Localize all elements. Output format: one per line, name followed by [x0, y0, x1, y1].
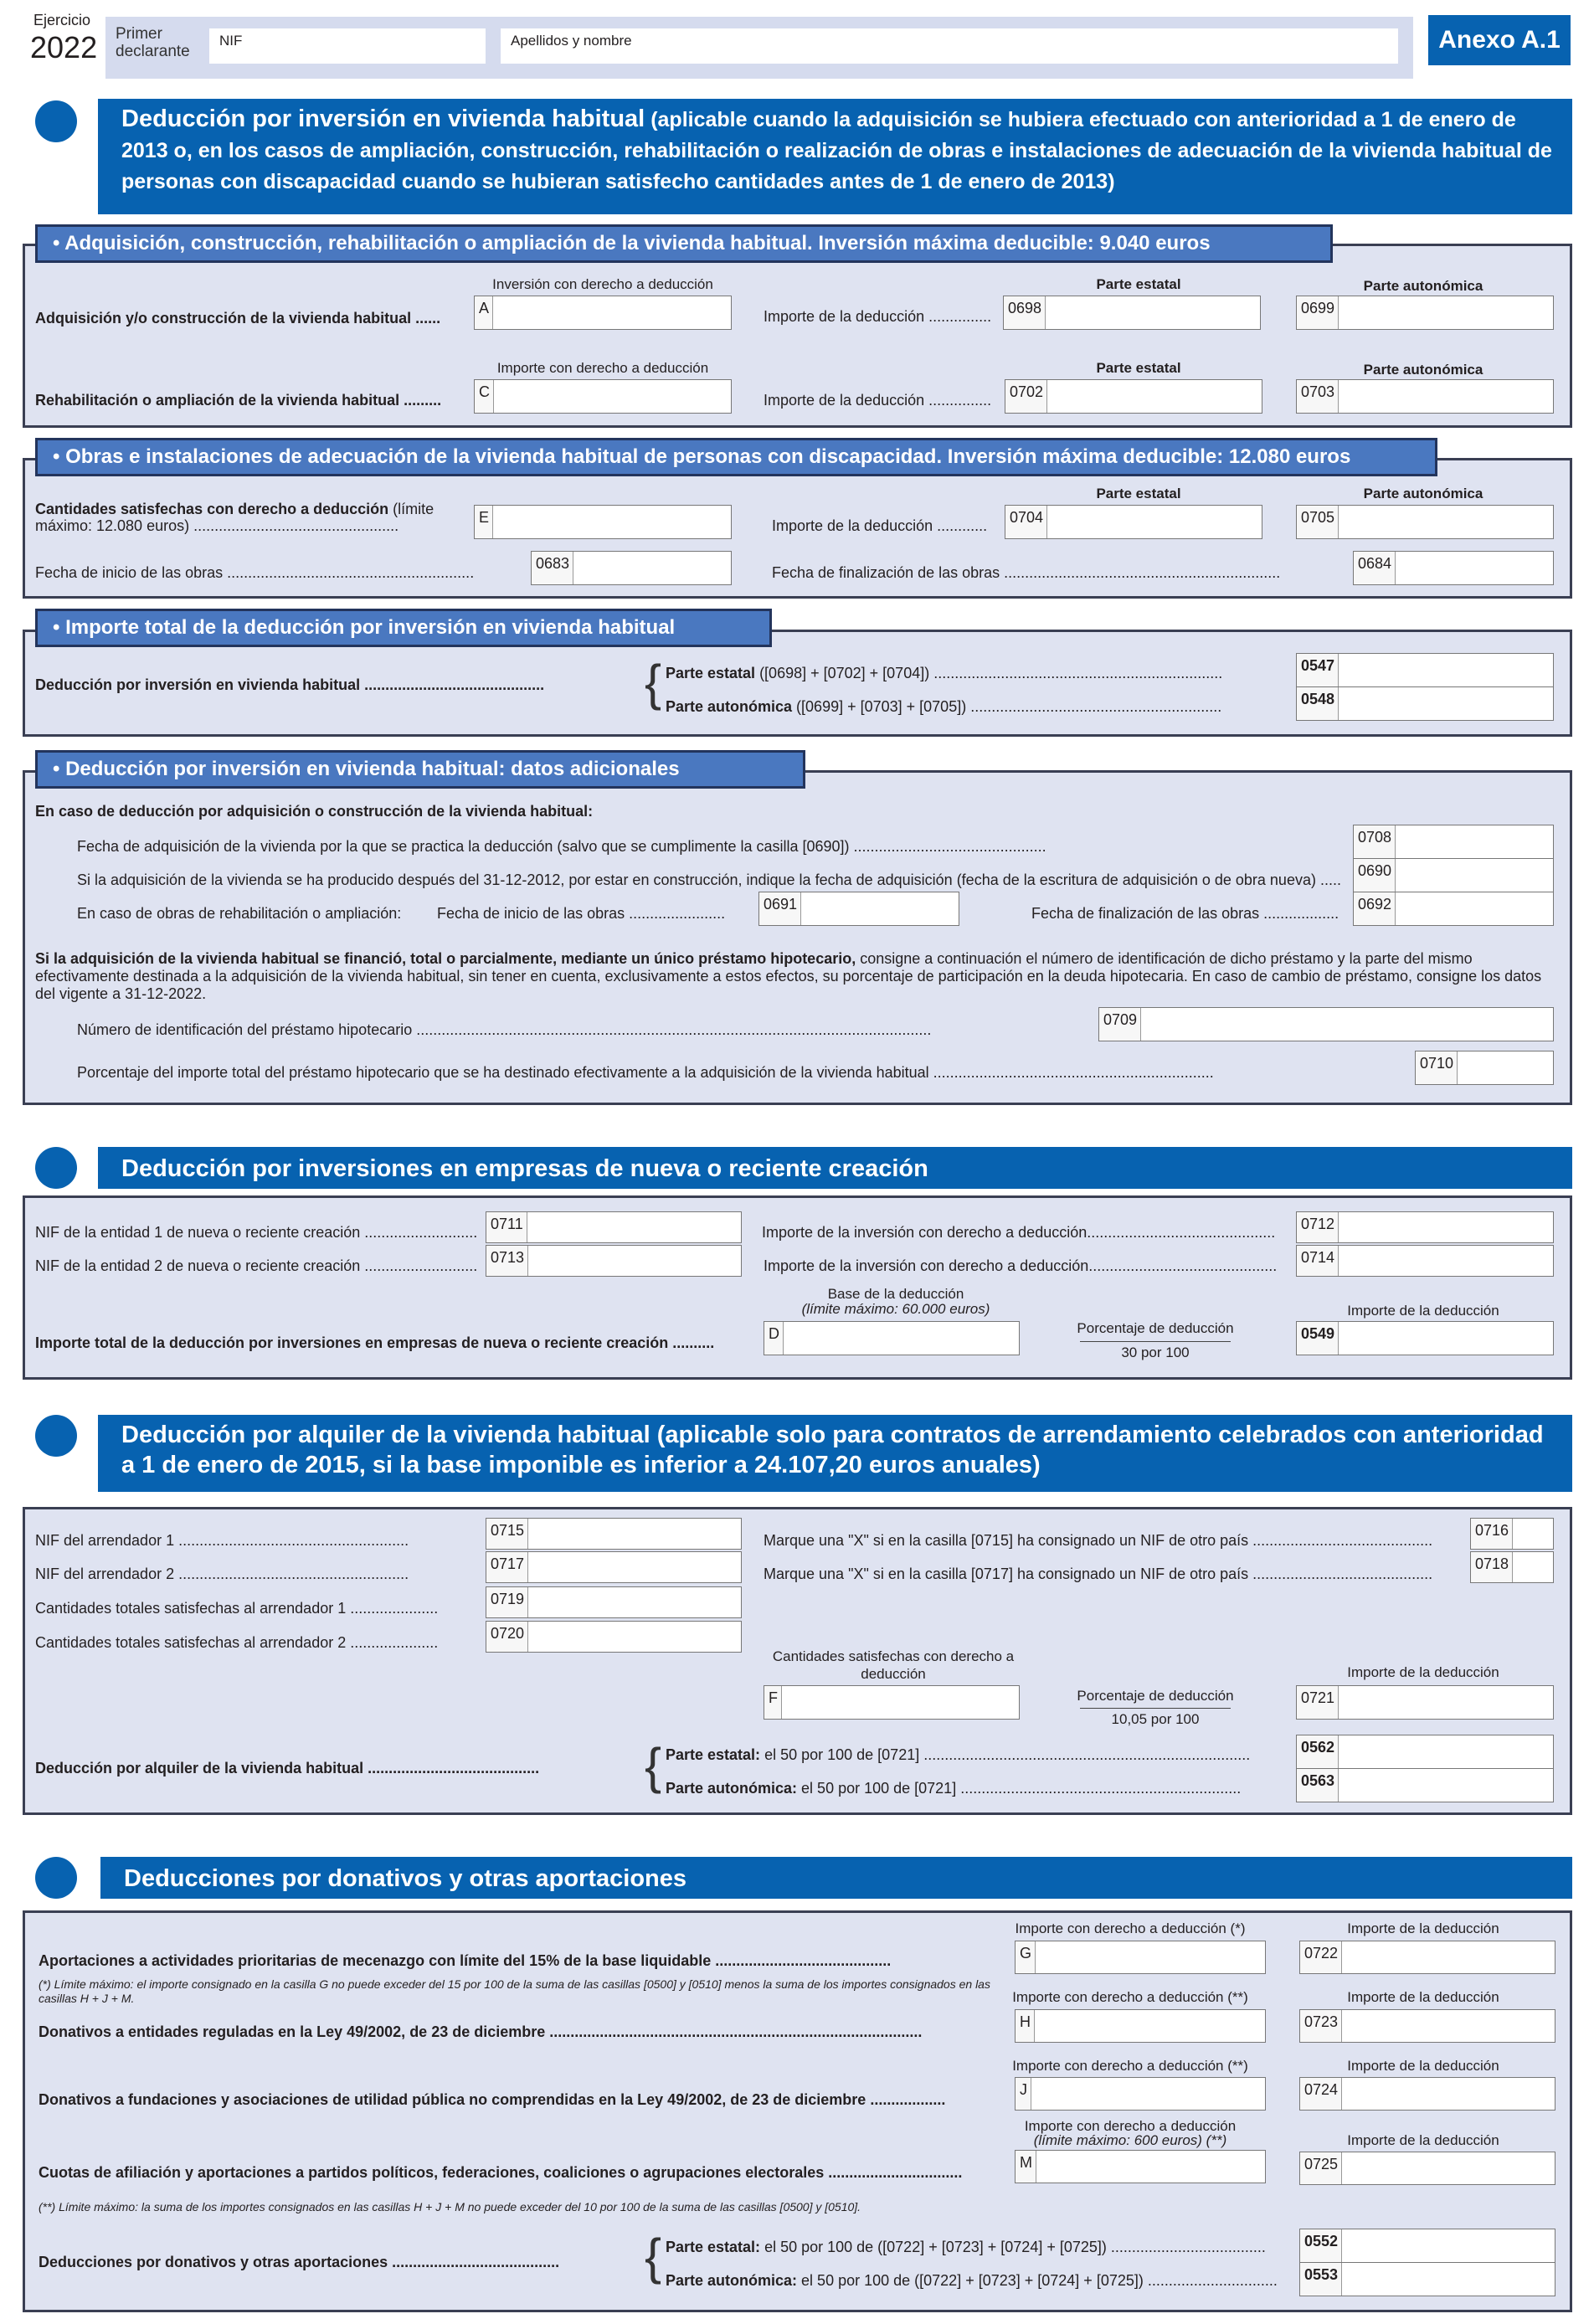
base-limit-label: (límite máximo: 60.000 euros) — [801, 1301, 990, 1317]
imp-inv-label-1: Importe de la inversión con derecho a deducción............................................. — [762, 1224, 1276, 1241]
pe-alq: Parte estatal: el 50 por 100 de [0721] .............................................................................. — [666, 1746, 1251, 1763]
imp-ded-g-label: Importe de la deducción — [1347, 1920, 1499, 1936]
col-label-estatal: Parte estatal — [1096, 276, 1181, 292]
box-0722[interactable]: 0722 — [1299, 1941, 1555, 1974]
total-empresas-label: Importe total de la deducción por inversiones en empresas de nueva o reciente creación .......... — [35, 1334, 715, 1351]
section-bullet-4 — [35, 1857, 77, 1899]
box-0699[interactable]: 0699 — [1296, 296, 1554, 330]
box-E[interactable]: E — [474, 505, 732, 539]
marque2-label: Marque una "X" si en la casilla [0717] ha consignado un NIF de otro país ........................................... — [764, 1566, 1433, 1582]
porcentaje-divider-2 — [1080, 1708, 1231, 1709]
section-title: Deducción por inversión en vivienda habitual — [121, 105, 645, 132]
box-0683[interactable]: 0683 — [531, 551, 732, 585]
row-g-label: Aportaciones a actividades prioritarias de mecenazgo con límite del 15% de la base liquidable .......................................... — [39, 1952, 892, 1969]
importe-label-3: Importe de la deducción ............ — [772, 517, 988, 534]
fecha-inicio-label: Fecha de inicio de las obras ........................................................... — [35, 564, 475, 581]
imp-h-label: Importe con derecho a deducción (**) — [1012, 1989, 1248, 2005]
box-0549[interactable]: 0549 — [1296, 1321, 1554, 1355]
box-0720[interactable]: 0720 — [486, 1621, 742, 1653]
box-0713[interactable]: 0713 — [486, 1245, 742, 1277]
declarante-label: Primer declarante — [116, 25, 190, 60]
section-title-rest: (aplicable cuando la adquisición se hubiera efectuado con anterioridad a 1 de enero de 2013 o, en los casos de ampliación, construcción, rehabilitación o realización de obras e instalaciones de adecuación de la vivienda habitual de personas con discapacidad cuando se hubieran satisfecho cantidades antes de 1 de enero de 2013) — [121, 108, 1552, 193]
box-0724[interactable]: 0724 — [1299, 2077, 1555, 2111]
porcentaje-value: 30 por 100 — [1121, 1345, 1190, 1360]
subsection-datos-adicionales — [23, 770, 1572, 1105]
section-bullet — [35, 100, 77, 142]
parte-autonomica-formula: Parte autonómica ([0699] + [0703] + [0705]) ............................................................ — [666, 698, 1222, 715]
note-m: (**) Límite máximo: la suma de los importes consignados en las casillas H + J + M no puede exceder del 10 por 100 de la suma de las casillas [0500] y [0510]. — [39, 2200, 861, 2213]
imp-ded-h-label: Importe de la deducción — [1347, 1989, 1499, 2005]
pa-don: Parte autonómica: el 50 por 100 de ([0722] + [0723] + [0724] + [0725]) ............................... — [666, 2272, 1278, 2289]
box-0705[interactable]: 0705 — [1296, 505, 1554, 539]
col-label-estatal-3: Parte estatal — [1096, 486, 1181, 501]
box-H[interactable]: H — [1015, 2009, 1266, 2043]
porcentaje-value-2: 10,05 por 100 — [1111, 1711, 1200, 1727]
section-header-donativos: Deducciones por donativos y otras aportaciones — [100, 1857, 1572, 1899]
num-prestamo-label: Número de identificación del préstamo hipotecario ........................................................................................................................... — [77, 1021, 932, 1038]
box-0692[interactable]: 0692 — [1353, 892, 1554, 926]
col-label-estatal-2: Parte estatal — [1096, 360, 1181, 376]
ded-don-label: Deducciones por donativos y otras aportaciones ........................................ — [39, 2254, 560, 2270]
porcentaje-label-3: Porcentaje de deducción — [1077, 1688, 1234, 1704]
imp-m-label-1: Importe con derecho a deducción — [1024, 2118, 1237, 2134]
importe-ded-label-2: Importe de la deducción — [1347, 1664, 1499, 1680]
importe-label-2: Importe de la deducción ............... — [764, 392, 992, 409]
box-0723[interactable]: 0723 — [1299, 2009, 1555, 2043]
cant-ded-label: Cantidades satisfechas con derecho a deducción — [772, 1648, 1015, 1682]
imp-ded-m-label: Importe de la deducción — [1347, 2132, 1499, 2148]
obras-reh-label: En caso de obras de rehabilitación o ampliación: — [77, 905, 402, 922]
imp-ded-j-label: Importe de la deducción — [1347, 2058, 1499, 2074]
fecha-fin-label: Fecha de finalización de las obras .................................................................. — [772, 564, 1281, 581]
box-0563[interactable]: 0563 — [1296, 1768, 1554, 1802]
box-0708[interactable]: 0708 — [1353, 825, 1554, 859]
section-header-vivienda — [98, 99, 1572, 214]
box-D[interactable]: D — [764, 1321, 1020, 1355]
subsection-title-3: • Importe total de la deducción por inversión en vivienda habitual — [35, 609, 772, 647]
box-0690[interactable]: 0690 — [1353, 858, 1554, 892]
imp-j-label: Importe con derecho a deducción (**) — [1012, 2058, 1248, 2074]
col-label-autonomica: Parte autonómica — [1363, 278, 1483, 294]
box-0716[interactable]: 0716 — [1470, 1518, 1554, 1550]
box-G[interactable]: G — [1015, 1941, 1266, 1974]
porcentaje-label: Porcentaje del importe total del préstamo hipotecario que se ha destinado efectivamente a la adquisición de la vivienda habitual ................................................................... — [77, 1064, 1214, 1081]
fecha-adq-label: Fecha de adquisición de la vivienda por la que se practica la deducción (salvo que se cumplimente la casilla [0690]) .............................................. — [77, 838, 1046, 855]
box-0714[interactable]: 0714 — [1296, 1245, 1554, 1277]
box-C[interactable]: C — [474, 379, 732, 414]
row-j-label: Donativos a fundaciones y asociaciones de utilidad pública no comprendidas en la Ley 49/2002, de 23 de diciembre .................. — [39, 2091, 946, 2108]
row-label-rehabilitacion: Rehabilitación o ampliación de la vivienda habitual ......... — [35, 392, 442, 409]
section-header-empresas: Deducción por inversiones en empresas de nueva o reciente creación — [98, 1147, 1572, 1189]
box-0548[interactable]: 0548 — [1296, 686, 1554, 721]
nombre-label: Apellidos y nombre — [511, 33, 632, 49]
col-label-importe: Importe con derecho a deducción — [496, 360, 709, 376]
pa-alq: Parte autonómica: el 50 por 100 de [0721] ................................................................... — [666, 1780, 1242, 1797]
box-0562[interactable]: 0562 — [1296, 1735, 1554, 1769]
nif-entidad-2-label: NIF de la entidad 2 de nueva o reciente creación ........................... — [35, 1257, 478, 1274]
box-0703[interactable]: 0703 — [1296, 379, 1554, 414]
row-h-label: Donativos a entidades reguladas en la Ley 49/2002, de 23 de diciembre ......................................................................................... — [39, 2023, 923, 2040]
box-0709[interactable]: 0709 — [1098, 1007, 1554, 1041]
col-label-inversion: Inversión con derecho a deducción — [492, 276, 713, 292]
imp-inv-label-2: Importe de la inversión con derecho a deducción............................................. — [764, 1257, 1278, 1274]
note-g: (*) Límite máximo: el importe consignado en la casilla G no puede exceder del 15 por 100 de la suma de las casillas [0500] y [0510] menos la suma de los importes consignados en las casillas H + J + M. — [39, 1977, 990, 2005]
nif-field[interactable] — [209, 28, 486, 64]
box-M[interactable]: M — [1015, 2150, 1266, 2183]
anexo-badge: Anexo A.1 — [1428, 15, 1571, 65]
si-adq-label: Si la adquisición de la vivienda se ha producido después del 31-12-2012, por estar en construcción, indique la fecha de adquisición (fecha de la escritura de adquisición o de obra nueva) ..... — [77, 872, 1341, 888]
box-0547[interactable]: 0547 — [1296, 653, 1554, 687]
nif-label: NIF — [219, 33, 243, 49]
box-0552[interactable]: 0552 — [1299, 2229, 1555, 2263]
section-bullet-2 — [35, 1147, 77, 1189]
box-0691[interactable]: 0691 — [758, 892, 959, 926]
box-0704[interactable]: 0704 — [1005, 505, 1262, 539]
box-0698[interactable]: 0698 — [1003, 296, 1261, 330]
box-0717[interactable]: 0717 — [486, 1551, 742, 1583]
subsection-title-4: • Deducción por inversión en vivienda habitual: datos adicionales — [35, 750, 805, 789]
box-0553[interactable]: 0553 — [1299, 2262, 1555, 2296]
imp-m-label-2: (límite máximo: 600 euros) (**) — [1033, 2132, 1227, 2148]
nombre-field[interactable] — [501, 28, 1398, 64]
nif-entidad-1-label: NIF de la entidad 1 de nueva o reciente creación ........................... — [35, 1224, 478, 1241]
box-J[interactable]: J — [1015, 2077, 1266, 2111]
box-0711[interactable]: 0711 — [486, 1211, 742, 1243]
ded-alq-label: Deducción por alquiler de la vivienda habitual ......................................... — [35, 1760, 540, 1776]
box-F[interactable]: F — [764, 1685, 1020, 1720]
brace-2: { — [645, 1738, 662, 1794]
row-m-label: Cuotas de afiliación y aportaciones a partidos políticos, federaciones, coaliciones o agrupaciones electorales ................................ — [39, 2164, 963, 2181]
year: 2022 — [30, 30, 98, 64]
brace-3: { — [645, 2229, 662, 2285]
imp-g-label: Importe con derecho a deducción (*) — [1015, 1920, 1246, 1936]
nif-arr1-label: NIF del arrendador 1 ....................................................... — [35, 1532, 409, 1549]
row-label-adquisicion: Adquisición y/o construcción de la vivienda habitual ...... — [35, 310, 441, 326]
brace: { — [645, 655, 662, 711]
marque1-label: Marque una "X" si en la casilla [0715] ha consignado un NIF de otro país ........................................... — [764, 1532, 1433, 1549]
box-0710[interactable]: 0710 — [1415, 1051, 1554, 1085]
cant-arr2-label: Cantidades totales satisfechas al arrendador 2 ..................... — [35, 1634, 439, 1651]
importe-ded-label: Importe de la deducción — [1347, 1303, 1499, 1319]
ejercicio-label: Ejercicio — [33, 12, 91, 28]
box-0702[interactable]: 0702 — [1005, 379, 1262, 414]
box-0721[interactable]: 0721 — [1296, 1685, 1554, 1720]
en-caso-label: En caso de deducción por adquisición o construcción de la vivienda habitual: — [35, 803, 594, 820]
col-label-autonomica-2: Parte autonómica — [1363, 362, 1483, 378]
box-0684[interactable]: 0684 — [1353, 551, 1554, 585]
fecha-fin-label-2: Fecha de finalización de las obras .................. — [1031, 905, 1339, 922]
col-label-autonomica-3: Parte autonómica — [1363, 486, 1483, 501]
base-label: Base de la deducción — [827, 1286, 964, 1302]
prestamo-paragraph: Si la adquisición de la vivienda habitual se financió, total o parcialmente, mediante un único préstamo hipotecario, consigne a continuación el número de identificación de dicho préstamo y la parte del mismo efectivamente destinada a la adquisición de la vivienda habitual, sin tener en cuenta, exclusivamente a estos efectos, su porcentaje de participación en la deuda hipotecaria. En caso de cambio de préstamo, consigne los datos del vigente a 31-12-2022. — [35, 950, 1542, 1002]
pe-don: Parte estatal: el 50 por 100 de ([0722] + [0723] + [0724] + [0725]) ..................................... — [666, 2239, 1266, 2255]
section-bullet-3 — [35, 1415, 77, 1457]
porcentaje-label-2: Porcentaje de deducción — [1077, 1320, 1234, 1336]
row-label-ded-inv: Deducción por inversión en vivienda habitual ........................................... — [35, 676, 545, 693]
porcentaje-divider — [1080, 1341, 1231, 1342]
box-0712[interactable]: 0712 — [1296, 1211, 1554, 1243]
box-0715[interactable]: 0715 — [486, 1518, 742, 1550]
box-0719[interactable]: 0719 — [486, 1586, 742, 1618]
box-A[interactable]: A — [474, 296, 732, 330]
row-label-cantidades-2: máximo: 12.080 euros) ................................................. — [35, 517, 399, 534]
cant-arr1-label: Cantidades totales satisfechas al arrendador 1 ..................... — [35, 1600, 439, 1617]
importe-label: Importe de la deducción ............... — [764, 308, 992, 325]
subsection-title: • Adquisición, construcción, rehabilitación o ampliación de la vivienda habitual. Inversión máxima deducible: 9.040 euros — [35, 224, 1333, 263]
row-label-cantidades: Cantidades satisfechas con derecho a deducción (límite — [35, 501, 434, 517]
fecha-inicio-label-2: Fecha de inicio de las obras ....................... — [437, 905, 726, 922]
box-0725[interactable]: 0725 — [1299, 2152, 1555, 2185]
box-0718[interactable]: 0718 — [1470, 1551, 1554, 1583]
subsection-title-2: • Obras e instalaciones de adecuación de la vivienda habitual de personas con discapacidad. Inversión máxima deducible: 12.080 euros — [35, 438, 1437, 476]
section-header-alquiler: Deducción por alquiler de la vivienda habitual (aplicable solo para contratos de arrendamiento celebrados con anterioridad a 1 de enero de 2015, si la base imponible es inferior a 24.107,20 euros anuales) — [98, 1415, 1572, 1492]
parte-estatal-formula: Parte estatal ([0698] + [0702] + [0704]) ..................................................................... — [666, 665, 1223, 681]
nif-arr2-label: NIF del arrendador 2 ....................................................... — [35, 1566, 409, 1582]
